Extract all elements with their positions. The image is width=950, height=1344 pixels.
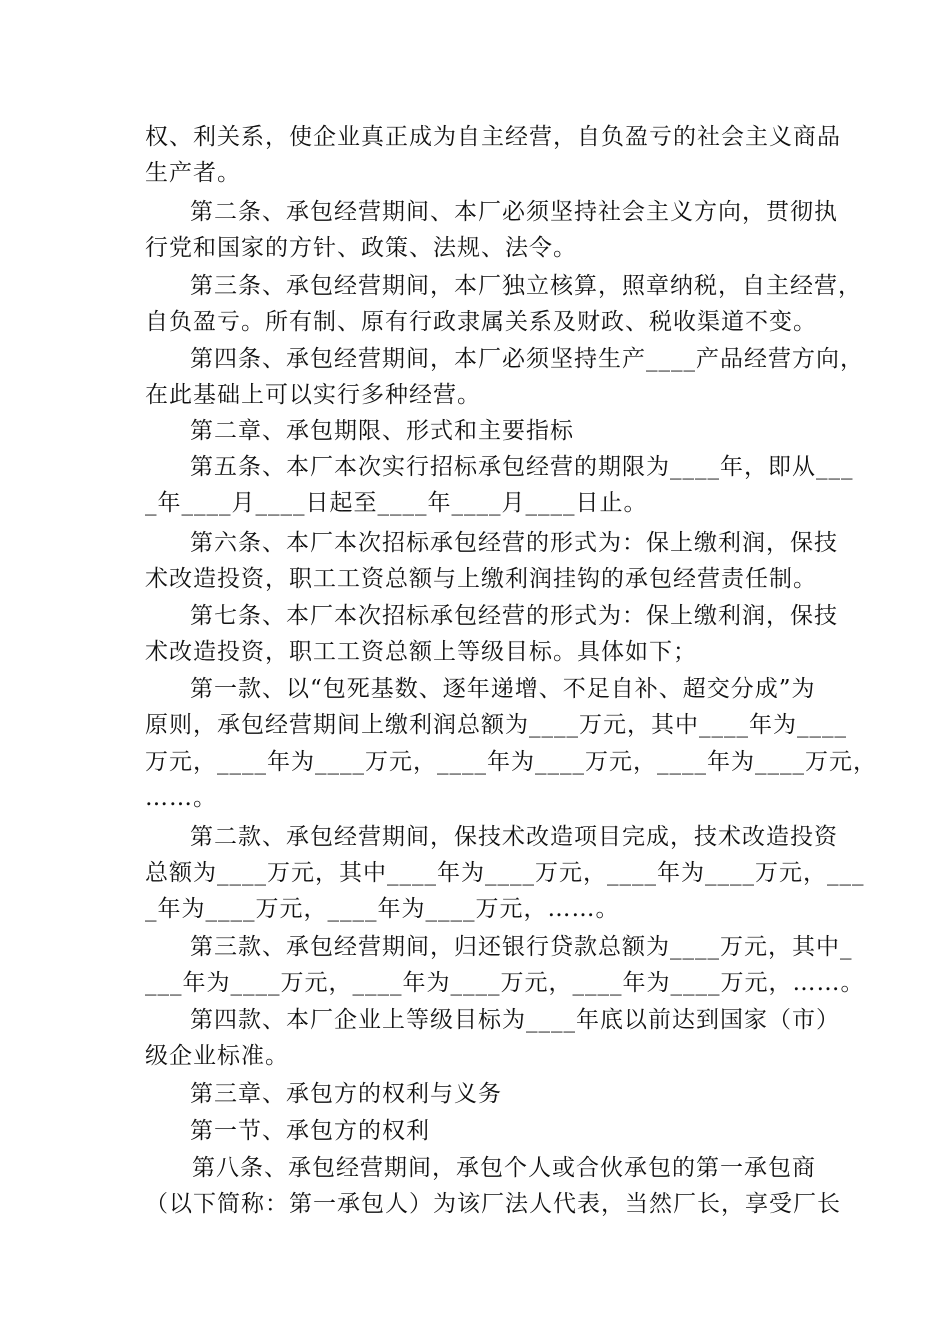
- chapter-heading: 第三章、承包方的权利与义务: [190, 1081, 502, 1107]
- text-line: 自负盈亏。所有制、原有行政隶属关系及财政、税收渠道不变。: [145, 309, 817, 335]
- text-line: 第二款、承包经营期间，保技术改造项目完成，技术改造投资: [190, 824, 838, 850]
- text-line: ……。: [145, 785, 217, 811]
- text-line: _年为____万元，____年为____万元，……。: [145, 896, 620, 922]
- text-line: 第六条、本厂本次招标承包经营的形式为：保上缴利润，保技: [190, 530, 838, 556]
- text-line: 第一款、以“包死基数、逐年递增、不足自补、超交分成”为: [190, 676, 816, 702]
- text-line: （以下简称：第一承包人）为该厂法人代表，当然厂长，享受厂长: [145, 1191, 841, 1217]
- text-line: 第三款、承包经营期间，归还银行贷款总额为____万元，其中_: [190, 934, 853, 960]
- text-line: 术改造投资，职工工资总额与上缴利润挂钩的承包经营责任制。: [145, 566, 817, 592]
- text-line: 第四款、本厂企业上等级目标为____年底以前达到国家（市）: [190, 1007, 840, 1033]
- text-line: 行党和国家的方针、政策、法规、法令。: [145, 235, 577, 261]
- text-line: 第二条、承包经营期间、本厂必须坚持社会主义方向，贯彻执: [190, 199, 838, 225]
- text-line: 第八条、承包经营期间，承包个人或合伙承包的第一承包商: [192, 1155, 816, 1181]
- text-line: 第三条、承包经营期间，本厂独立核算，照章纳税，自主经营，: [190, 273, 862, 299]
- text-line: 在此基础上可以实行多种经营。: [145, 382, 481, 408]
- text-line: _年____月____日起至____年____月____日止。: [145, 490, 648, 516]
- chapter-heading: 第二章、承包期限、形式和主要指标: [190, 418, 574, 444]
- text-line: 原则，承包经营期间上缴利润总额为____万元，其中____年为____: [145, 712, 847, 738]
- text-line: 第五条、本厂本次实行招标承包经营的期限为____年，即从___: [190, 454, 854, 480]
- text-line: 术改造投资，职工工资总额上等级目标。具体如下；: [145, 639, 697, 665]
- text-line: 生产者。: [145, 160, 241, 186]
- text-line: 总额为____万元，其中____年为____万元，____年为____万元，___: [145, 860, 865, 886]
- text-line: 万元，____年为____万元，____年为____万元，____年为____万元，: [145, 749, 877, 775]
- section-heading: 第一节、承包方的权利: [190, 1118, 430, 1144]
- text-line: 权、利关系，使企业真正成为自主经营，自负盈亏的社会主义商品: [145, 124, 841, 150]
- text-line: 第四条、承包经营期间，本厂必须坚持生产____产品经营方向，: [190, 346, 864, 372]
- text-line: ___年为____万元，____年为____万元，____年为____万元，……。: [145, 970, 865, 996]
- text-line: 级企业标准。: [145, 1043, 289, 1069]
- text-line: 第七条、本厂本次招标承包经营的形式为：保上缴利润，保技: [190, 603, 838, 629]
